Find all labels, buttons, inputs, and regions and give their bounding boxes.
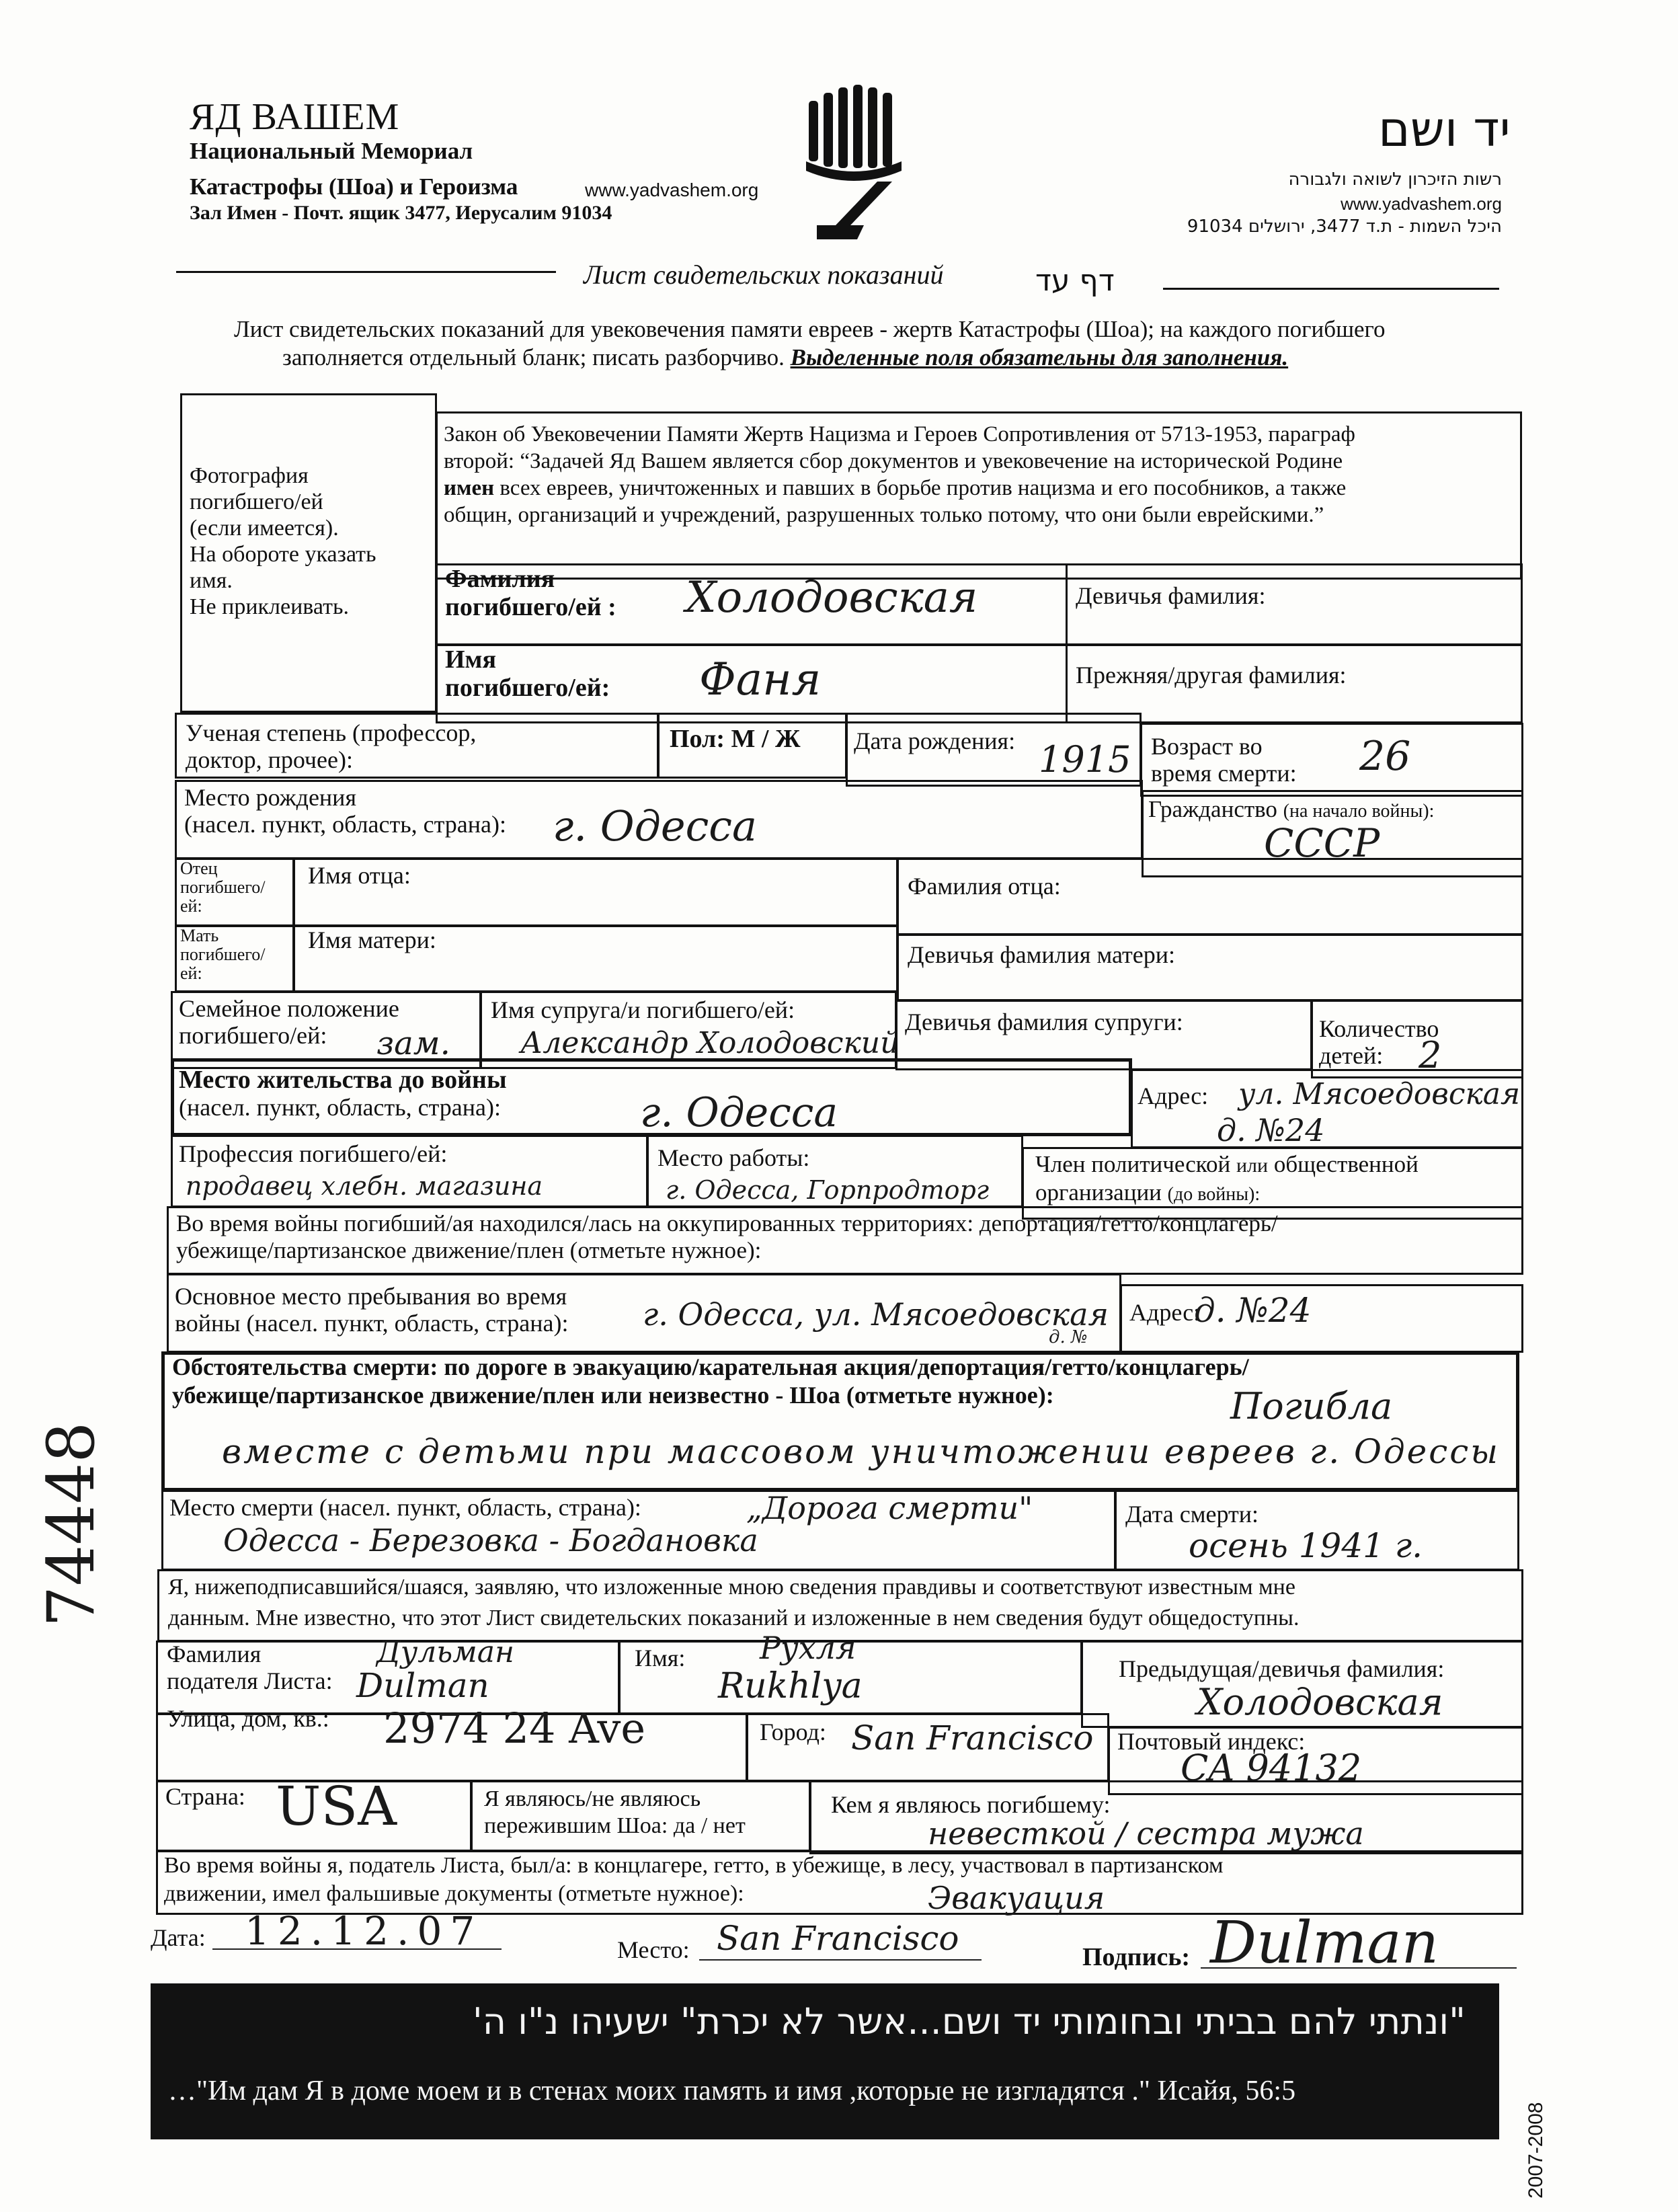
relation-value: невесткой / сестра мужа (928, 1815, 1364, 1852)
survivor-label (484, 1786, 746, 1840)
wartime-sub: д. № (1049, 1327, 1088, 1347)
org-subtitle-2: Катастрофы (Шоа) и Героизма (190, 173, 518, 200)
mother-maiden-label: Девичья фамилия матери: (908, 941, 1176, 968)
residence-l1: Место жительства до войны (179, 1066, 507, 1094)
declaration-l2: данным. Мне известно, что этот Лист свидетельских показаний и изложенные в нем сведения будут общедоступны. (168, 1606, 1300, 1630)
submitter-wartime-value: Эвакуация (928, 1880, 1105, 1916)
marital-label (179, 995, 399, 1049)
profession-value: продавец хлебн. магазина (186, 1171, 543, 1201)
residence-value: г. Одесса (640, 1089, 838, 1136)
member-l2b: (до войны): (1167, 1184, 1261, 1205)
law-l4: общин, организаций и учреждений, разрушенных только потому, что они были еврейскими.” (444, 503, 1324, 527)
death-circ-l2: убежище/партизанское движение/плен или неизвестно - Шоа (отметьте нужное): (172, 1382, 1054, 1409)
address-ru-text: Зал Имен - Почт. ящик 3477, Иерусалим 91034 (190, 202, 612, 224)
citizenship-text: Гражданство (1148, 796, 1277, 822)
law-l2: второй: “Задачей Яд Вашем является сбор документов и увековечение на исторической Родине (444, 449, 1343, 473)
submitter-surname-l2: подателя Листа: (167, 1667, 333, 1694)
submitter-prev-label: Предыдущая/девичья фамилия: (1119, 1655, 1445, 1682)
he-address: היכל השמות - ת.ד 3477, ירושלים 91034 (1187, 216, 1502, 237)
date-label: Дата: (151, 1924, 206, 1951)
submitter-name-label: Имя: (635, 1645, 686, 1671)
country-label: Страна: (165, 1783, 245, 1810)
address-ru (190, 202, 612, 225)
org-name-he: יד ושם (1378, 101, 1511, 157)
father-side-l2: погибшего/ (180, 877, 266, 897)
yad-vashem-logo-icon (803, 81, 904, 242)
wartime-address-label: Адрес: (1129, 1299, 1201, 1326)
death-circ-value-2: вместе с детьми при массовом уничтожении евреев г. Одессы (222, 1432, 1500, 1471)
side-record-number: 74448 (34, 1421, 109, 1627)
age-l1: Возраст во (1151, 733, 1263, 760)
name-label (445, 645, 610, 702)
address-value-1: ул. Мясоедовская (1238, 1077, 1521, 1111)
member-l1b: или (1236, 1154, 1269, 1177)
member-l1: Член политической (1035, 1151, 1231, 1177)
death-place-label: Место смерти (насел. пункт, область, страна): (169, 1494, 641, 1521)
age-value: 26 (1359, 733, 1411, 780)
spouse-value: Александр Холодовский (520, 1026, 900, 1060)
degree-l2: доктор, прочее): (186, 746, 353, 773)
surname-label (445, 565, 616, 621)
law-l1: Закон об Увековечении Памяти Жертв Нацизма и Героев Сопротивления от 5713-1953, параграф (444, 422, 1355, 446)
footer-year: 2007-2008 (1525, 2102, 1547, 2199)
footer-russian-quote: …"Им дам Я в доме моем и в стенах моих память и имя ,которые не изгладятся ." Исайя, 56:5 (168, 2076, 1296, 2106)
street-label: Улица, дом, кв.: (167, 1705, 329, 1732)
death-date-label: Дата смерти: (1125, 1501, 1259, 1528)
father-side-label (180, 859, 266, 916)
org-name-ru: ЯД ВАШЕМ (190, 96, 400, 138)
mother-side-label (180, 926, 266, 983)
law-names: имен (444, 476, 495, 500)
wartime-l2: войны (насел. пункт, область, страна): (175, 1310, 569, 1337)
city-value: San Francisco (851, 1719, 1094, 1757)
intro-text: заполняется отдельный бланк; писать разборчиво. (282, 344, 785, 370)
submitter-surname-value-1: Дульман (376, 1635, 514, 1669)
mother-name-label: Имя матери: (308, 926, 436, 953)
relation-label: Кем я являюсь погибшему: (831, 1791, 1111, 1818)
member-l2: организации (1035, 1179, 1162, 1206)
wartime-address-value: д. №24 (1194, 1291, 1312, 1330)
submitter-surname-value-2: Dulman (356, 1666, 489, 1705)
workplace-label: Место работы: (657, 1144, 810, 1171)
submitter-wartime-l1: Во время войны я, податель Листа, был/а: в концлагере, гетто, в убежище, в лесу, участвовал в партизанском (164, 1853, 1224, 1878)
declaration-l1: Я, нижеподписавшийся/шаяся, заявляю, что изложенные мною сведения правдивы и соответствуют известным мне (168, 1575, 1295, 1599)
birthplace-l2: (насел. пункт, область, страна): (184, 811, 507, 838)
citizenship-value: СССР (1264, 820, 1380, 866)
street-value: 2974 24 Ave (383, 1704, 646, 1753)
intro-line-1: Лист свидетельских показаний для увековечения памяти евреев - жертв Катастрофы (Шоа); на каждого погибшего (234, 316, 1386, 342)
spouse-label: Имя супруга/и погибшего/ей: (491, 996, 795, 1023)
birthdate-label: Дата рождения: (854, 727, 1016, 754)
sex-label: Пол: М / Ж (670, 725, 801, 753)
war-l1: Во время войны погибший/ая находился/лась на оккупированных территориях: депортация/гетто/концлагерь/ (176, 1210, 1278, 1236)
spouse-maiden-label: Девичья фамилия супруги: (905, 1009, 1183, 1035)
photo-l4: На обороте указать (190, 542, 376, 567)
intro-mandatory: Выделенные поля обязательны для заполнения. (790, 344, 1289, 370)
birthplace-value: г. Одесса (553, 801, 757, 851)
marital-value: зам. (376, 1025, 450, 1062)
submitter-surname-l1: Фамилия (167, 1641, 262, 1667)
residence-l2: (насел. пункт, область, страна): (179, 1094, 502, 1121)
profession-label: Профессия погибшего/ей: (179, 1140, 448, 1167)
submitter-name-value-1: Рухля (760, 1630, 856, 1666)
workplace-value: г. Одесса, Горпродторг (666, 1175, 990, 1205)
death-circ-l1a: Обстоятельства смерти: (172, 1353, 438, 1380)
death-circ-label (172, 1353, 1249, 1409)
children-l2: детей: (1319, 1042, 1384, 1069)
birthplace-label (184, 784, 506, 838)
he-subtitle: רשות הזיכרון לשואה ולגבורה (1288, 169, 1502, 190)
death-place-value-2: Одесса - Березовка - Богдановка (223, 1522, 758, 1558)
photo-l6: Не приклеивать. (190, 594, 349, 619)
photo-l1: Фотография (190, 463, 309, 488)
website-right: www.yadvashem.org (1341, 194, 1502, 214)
citizenship-label (1148, 796, 1434, 823)
war-label (176, 1210, 1278, 1264)
death-place-value-1: „Дорога смерти" (746, 1490, 1033, 1526)
surname-l1: Фамилия (445, 565, 555, 593)
birthplace-l1: Место рождения (184, 784, 357, 811)
wartime-value: г. Одесса, ул. Мясоедовская (643, 1296, 1109, 1333)
member-label (1035, 1151, 1419, 1208)
photo-l2: погибшего/ей (190, 489, 323, 514)
address-label: Адрес: (1137, 1082, 1209, 1109)
place-value: San Francisco (717, 1919, 959, 1958)
surname-value: Холодовская (686, 573, 978, 623)
submitter-surname-label (167, 1641, 333, 1694)
name-value: Фаня (699, 654, 822, 705)
submitter-wartime-l2: движении, имел фальшивые документы (отметьте нужное): (164, 1881, 744, 1906)
name-l2: погибшего/ей: (445, 674, 610, 702)
date-value: 12.12.07 (245, 1908, 483, 1954)
father-side-l3: ей: (180, 896, 202, 916)
surname-l2: погибшего/ей : (445, 593, 616, 621)
father-name-label: Имя отца: (308, 862, 411, 889)
photo-l5: имя. (190, 568, 233, 593)
wartime-l1: Основное место пребывания во время (175, 1283, 567, 1310)
birthdate-value: 1915 (1039, 738, 1131, 781)
death-circ-l1b: по дороге в эвакуацию/карательная акция/депортация/гетто/концлагерь/ (438, 1353, 1249, 1380)
death-date-value: осень 1941 г. (1189, 1526, 1423, 1565)
photo-instructions (190, 463, 376, 620)
citizenship-note: (на начало войны): (1283, 801, 1435, 822)
form-title-he: דף עד (1035, 264, 1115, 298)
org-subtitle-1: Национальный Мемориал (190, 138, 473, 164)
death-circ-line1 (172, 1353, 1249, 1381)
submitter-prev-value: Холодовская (1197, 1681, 1443, 1723)
name-l1: Имя (445, 645, 496, 674)
zip-label: Почтовый индекс: (1117, 1728, 1306, 1755)
survivor-l2: пережившим Шоа: да / нет (484, 1813, 746, 1838)
photo-l3: (если имеется). (190, 516, 339, 541)
prev-name-label: Прежняя/другая фамилия: (1076, 662, 1347, 688)
age-label (1151, 733, 1297, 787)
maiden-label: Девичья фамилия: (1076, 582, 1266, 609)
survivor-l1: Я являюсь/не являюсь (484, 1786, 701, 1811)
title-rule-left (176, 271, 556, 273)
residence-label (179, 1066, 507, 1121)
age-l2: время смерти: (1151, 760, 1297, 787)
member-line1 (1035, 1151, 1419, 1179)
mother-side-l1: Мать (180, 926, 219, 945)
place-label: Место: (617, 1936, 690, 1963)
zip-value: CA 94132 (1181, 1747, 1362, 1789)
law-l3-rest: всех евреев, уничтоженных и павших в борьбе против нацизма и его пособников, а также (494, 476, 1347, 500)
children-value: 2 (1419, 1034, 1442, 1076)
member-l1c: общественной (1273, 1151, 1419, 1177)
mother-side-l3: ей: (180, 963, 202, 983)
wartime-label (175, 1283, 569, 1337)
mother-side-l2: погибшего/ (180, 945, 266, 964)
place-line (699, 1959, 982, 1961)
father-side-l1: Отец (180, 859, 218, 878)
website-left: www.yadvashem.org (585, 180, 759, 200)
law-l3 (444, 475, 1355, 502)
children-l1: Количество (1319, 1015, 1439, 1042)
marital-l2: погибшего/ей: (179, 1022, 327, 1049)
declaration-text (168, 1572, 1300, 1634)
form-title: Лист свидетельских показаний (584, 260, 944, 290)
degree-label (186, 719, 476, 773)
law-text (444, 421, 1355, 528)
address-value-2: д. №24 (1217, 1112, 1325, 1148)
intro-line-2 (282, 344, 1288, 371)
death-circ-value-1: Погибла (1230, 1385, 1393, 1427)
signature-value: Dulman (1210, 1909, 1439, 1977)
marital-l1: Семейное положение (179, 995, 399, 1022)
signature-label: Подпись: (1082, 1943, 1191, 1971)
submitter-name-value-2: Rukhlya (718, 1666, 863, 1706)
footer-hebrew-quote: "ונתתי להם בביתי ובחומותי יד ושם...אשר לא יכרת" ישעיהו נ"ו ה' (472, 2000, 1466, 2043)
war-l2: убежище/партизанское движение/плен (отметьте нужное): (176, 1237, 762, 1263)
city-label: Город: (760, 1719, 826, 1745)
title-rule-right (1163, 288, 1499, 290)
father-surname-label: Фамилия отца: (908, 873, 1061, 900)
member-line2 (1035, 1179, 1419, 1208)
country-value: USA (276, 1775, 397, 1838)
degree-l1: Ученая степень (профессор, (186, 719, 477, 746)
